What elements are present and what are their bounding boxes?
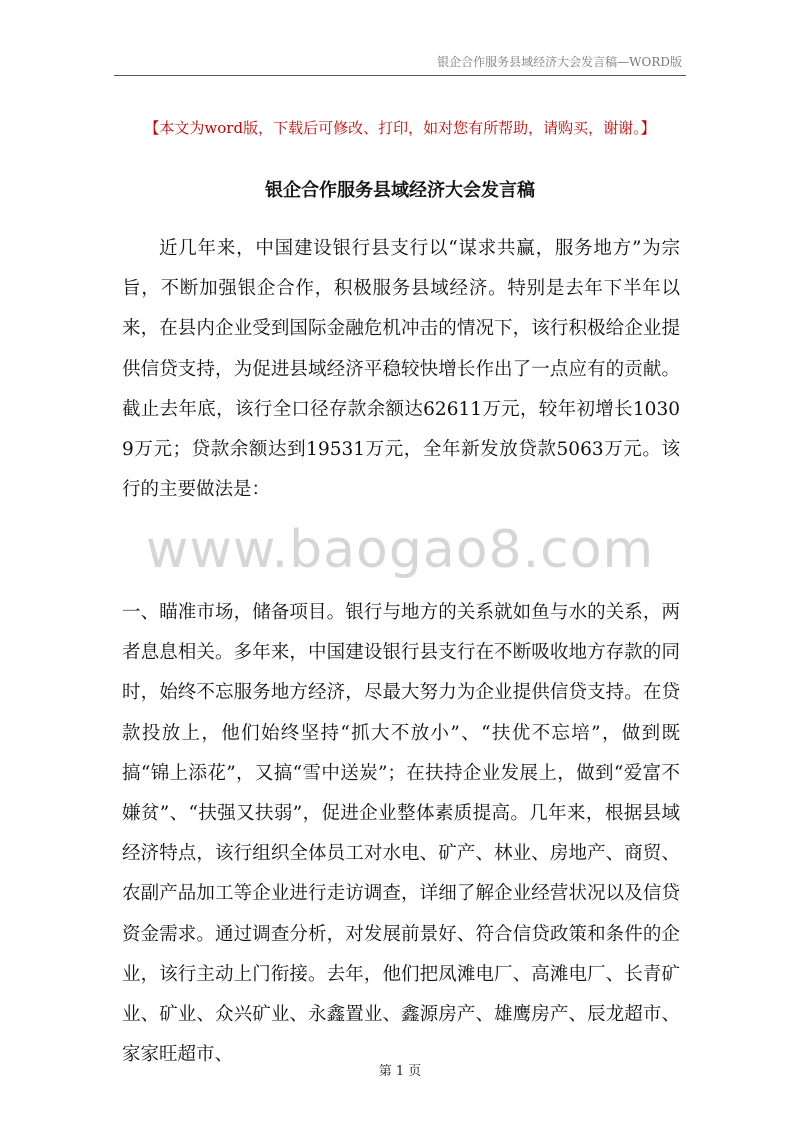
page-number: 第 1 页 bbox=[378, 1064, 422, 1079]
running-header: 银企合作服务县域经济大会发言稿—WORD版 bbox=[437, 55, 682, 69]
download-notice: 【本文为word版，下载后可修改、打印，如对您有所帮助，请购买，谢谢。】 bbox=[144, 119, 656, 137]
document-title: 银企合作服务县域经济大会发言稿 bbox=[265, 180, 535, 201]
watermark: www.baogao8.com bbox=[145, 520, 655, 580]
paragraph-intro: 近几年来，中国建设银行县支行以“谋求共赢，服务地方”为宗旨，不断加强银企合作，积极服务县域经济。特别是去年下半年以来，在县内企业受到国际金融危机冲击的情况下，该行积极给企业提供信贷支持，为促进县域经济平稳较快增长作出了一点应有的贡献。截止去年底，该行全口径存款余额达62611万元，较年初增长10309万元；贷款余额达到19531万元，全年新发放贷款5063万元。该行的主要做法是： bbox=[122, 238, 680, 501]
paragraph-section-one: 一、瞄准市场，储备项目。银行与地方的关系就如鱼与水的关系，两者息息相关。多年来，中国建设银行县支行在不断吸收地方存款的同时，始终不忘服务地方经济，尽最大努力为企业提供信贷支持。在贷款投放上，他们始终坚持“抓大不放小”、“扶优不忘培”，做到既搞“锦上添花”，又搞“雪中送炭”；在扶持企业发展上，做到“爱富不嫌贫”、“扶强又扶弱”，促进企业整体素质提高。几年来，根据县域经济特点，该行组织全体员工对水电、矿产、林业、房地产、商贸、农副产品加工等企业进行走访调查，详细了解企业经营状况以及信贷资金需求。通过调查分析，对发展前景好、符合信贷政策和条件的企业，该行主动上门衔接。去年，他们把凤滩电厂、高滩电厂、长青矿业、矿业、众兴矿业、永鑫置业、鑫源房产、雄鹰房产、辰龙超市、家家旺超市、 bbox=[122, 602, 680, 1066]
header-divider bbox=[114, 75, 686, 76]
